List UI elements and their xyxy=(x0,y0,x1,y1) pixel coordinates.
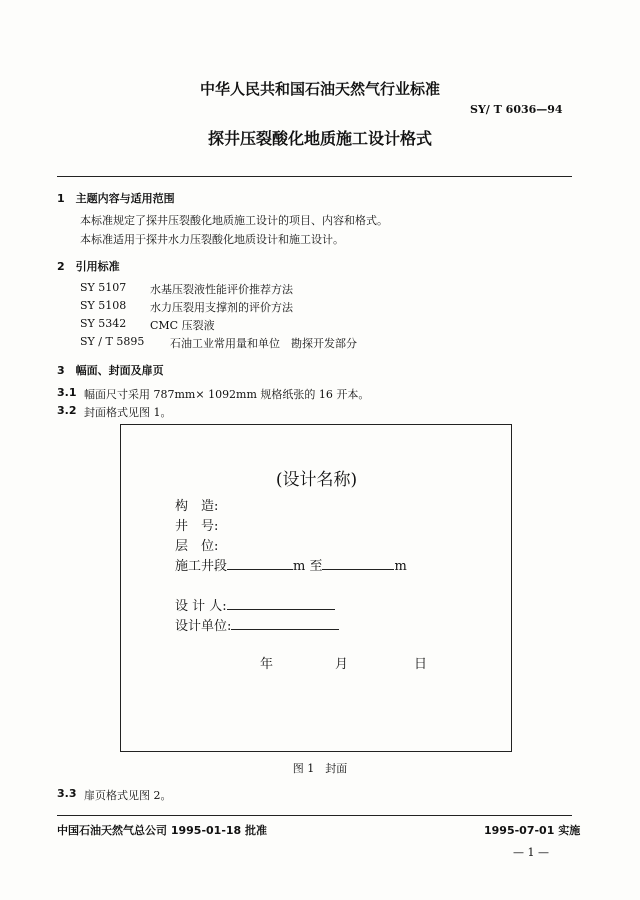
reference-code: SY 5108 xyxy=(80,299,127,312)
reference-title: 水力压裂用支撑剂的评价方法 xyxy=(150,301,293,314)
well-section-label: 施工井段 xyxy=(175,559,228,574)
clause-number: 3.3 xyxy=(57,787,77,800)
design-unit-row xyxy=(175,615,339,634)
year-label: 年 xyxy=(260,657,274,672)
clause-number: 3.1 xyxy=(57,386,77,399)
figure-caption: 图 1 封面 xyxy=(292,762,348,775)
unit-label: m xyxy=(394,559,407,574)
section-3-heading: 3 幅面、封面及扉页 xyxy=(57,364,164,377)
reference-title: 水基压裂液性能评价推荐方法 xyxy=(150,283,293,296)
issuing-authority-title: 中华人民共和国石油天然气行业标准 xyxy=(199,80,440,98)
clause-text: 幅面尺寸采用 787mm× 1092mm 规格纸张的 16 开本。 xyxy=(84,388,370,401)
reference-title: CMC 压裂液 xyxy=(150,319,215,332)
page-number: — 1 — xyxy=(513,846,549,859)
standard-code: SY/ T 6036—94 xyxy=(470,103,563,116)
document-title: 探井压裂酸化地质施工设计格式 xyxy=(207,129,432,148)
clause-number: 3.2 xyxy=(57,404,77,417)
well-section-row xyxy=(175,555,407,574)
design-unit-label: 设计单位: xyxy=(175,619,232,634)
month-label: 月 xyxy=(335,657,349,672)
design-name-title: (设计名称) xyxy=(275,470,358,490)
section-1-para-1: 本标准规定了探井压裂酸化地质施工设计的项目、内容和格式。 xyxy=(80,214,388,227)
clause-text: 扉页格式见图 2。 xyxy=(84,789,172,802)
structure-label: 构 造: xyxy=(175,499,219,514)
reference-code: SY / T 5895 xyxy=(80,335,145,348)
section-start-blank xyxy=(227,557,293,570)
day-label: 日 xyxy=(414,657,428,672)
well-number-label: 井 号: xyxy=(175,519,219,534)
approval-line: 中国石油天然气总公司 1995-01-18 批准 xyxy=(57,824,268,837)
section-2-heading: 2 引用标准 xyxy=(57,260,120,273)
designer-label: 设 计 人: xyxy=(175,599,227,614)
section-1-para-2: 本标准适用于探井水力压裂酸化地质设计和施工设计。 xyxy=(80,233,344,246)
reference-code: SY 5342 xyxy=(80,317,127,330)
section-1-heading: 1 主题内容与适用范围 xyxy=(57,192,175,205)
designer-blank xyxy=(227,597,335,610)
clause-text: 封面格式见图 1。 xyxy=(84,406,172,419)
designer-row xyxy=(175,595,335,614)
design-unit-blank xyxy=(231,617,339,630)
unit-to-label: m 至 xyxy=(293,559,323,574)
reference-title: 石油工业常用量和单位 勘探开发部分 xyxy=(170,337,357,350)
layer-label: 层 位: xyxy=(175,539,219,554)
section-end-blank xyxy=(322,557,394,570)
footer-rule xyxy=(57,815,572,816)
header-rule xyxy=(57,176,572,177)
reference-code: SY 5107 xyxy=(80,281,127,294)
effective-date: 1995-07-01 实施 xyxy=(484,824,581,837)
